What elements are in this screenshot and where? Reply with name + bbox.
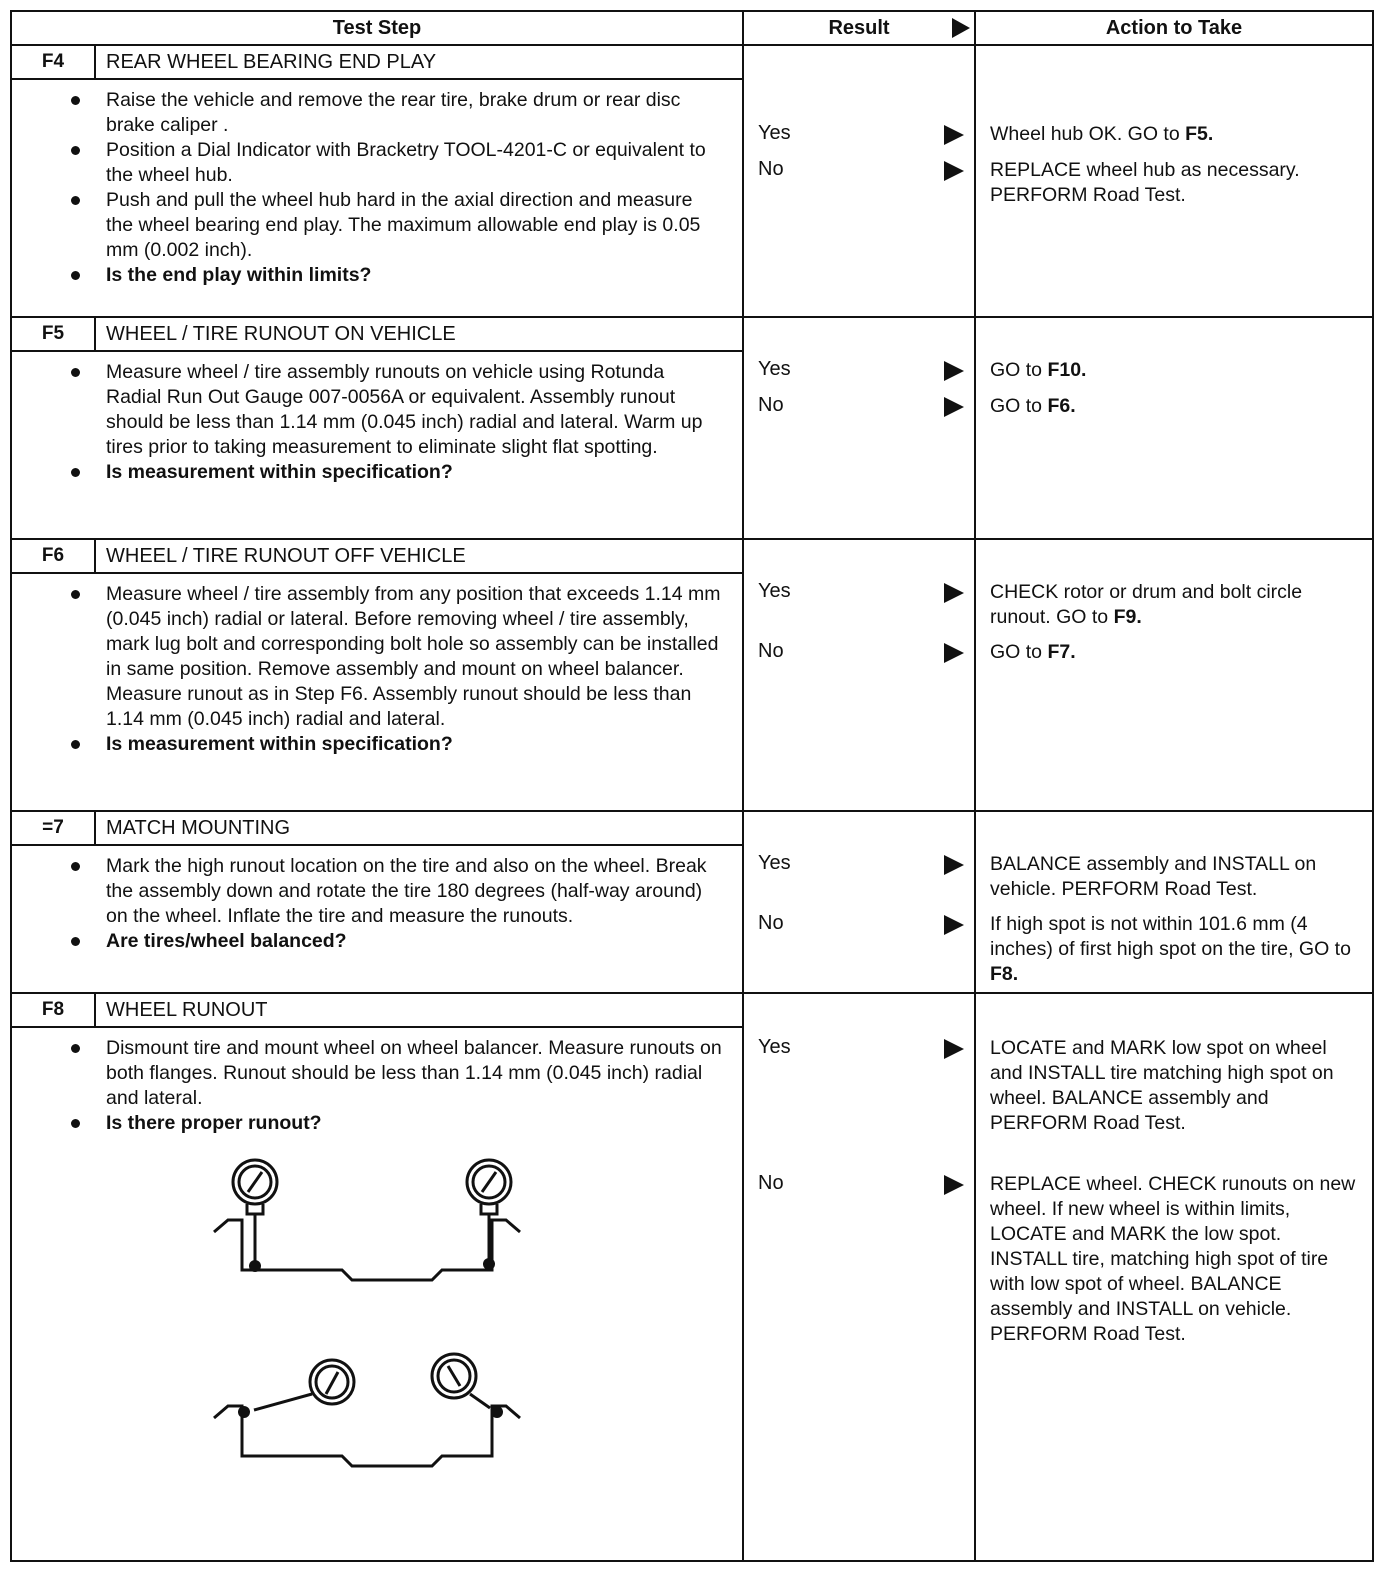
result-label: Yes: [758, 852, 791, 874]
arrow-icon: [944, 583, 964, 603]
step-bullets: [12, 574, 742, 763]
action-text: Wheel hub OK. GO to: [990, 123, 1186, 145]
result-cell: [743, 317, 975, 539]
result-no: [758, 912, 966, 935]
step-bullets: [12, 80, 742, 294]
action-text: CHECK rotor or drum and bolt circle runout. GO to: [990, 581, 1303, 628]
action-no: [990, 640, 1360, 665]
result-yes: [758, 1036, 966, 1059]
arrow-icon: [944, 1175, 964, 1195]
result-yes: [758, 122, 966, 145]
result-label: No: [758, 912, 784, 934]
diagnostic-table: [10, 10, 1374, 1562]
result-label: No: [758, 640, 784, 662]
action-yes: [990, 358, 1360, 383]
result-cell: [743, 993, 975, 1561]
arrow-icon: [944, 361, 964, 381]
action-yes: [990, 1036, 1360, 1136]
step-title: WHEEL / TIRE RUNOUT ON VEHICLE: [106, 322, 456, 345]
result-cell: [743, 539, 975, 811]
step-question: Are tires/wheel balanced?: [106, 929, 722, 954]
step-ref: F6.: [1047, 395, 1076, 417]
result-no: [758, 158, 966, 181]
arrow-icon: [944, 915, 964, 935]
bullet-item: Mark the high runout location on the tire and also on the wheel. Break the assembly down and rotate the tire 180 degrees (half-way around) on the wheel. Inflate the tire and measure the runouts.: [106, 854, 722, 929]
result-label: No: [758, 394, 784, 416]
arrow-icon: [944, 397, 964, 417]
action-yes: [990, 122, 1360, 147]
step-ref: F7.: [1047, 641, 1076, 663]
step-id: F4: [12, 46, 96, 78]
action-text: LOCATE and MARK low spot on wheel and INSTALL tire matching high spot on wheel. BALANCE assembly and PERFORM Road Test.: [990, 1037, 1334, 1134]
step-question: Is the end play within limits?: [106, 263, 722, 288]
step-bullets: [12, 846, 742, 960]
result-cell: [743, 45, 975, 317]
step-question: Is measurement within specification?: [106, 460, 722, 485]
bullet-item: Raise the vehicle and remove the rear tire, brake drum or rear disc brake caliper .: [106, 88, 722, 138]
action-text: If high spot is not within 101.6 mm (4 inches) of first high spot on the tire, GO to: [990, 913, 1351, 960]
step-title: REAR WHEEL BEARING END PLAY: [106, 50, 437, 73]
action-no: [990, 912, 1360, 987]
result-label: Yes: [758, 358, 791, 380]
arrow-icon: [944, 855, 964, 875]
result-no: [758, 640, 966, 663]
header-result-label: Result: [828, 16, 890, 39]
result-cell: [743, 811, 975, 993]
test-step-cell: [11, 45, 743, 317]
arrow-icon: [944, 643, 964, 663]
action-cell: [975, 317, 1373, 539]
step-question: Is measurement within specification?: [106, 732, 722, 757]
arrow-icon: [944, 161, 964, 181]
action-cell: [975, 539, 1373, 811]
arrow-icon: [952, 18, 970, 38]
table-header-row: [11, 11, 1373, 45]
arrow-icon: [944, 1039, 964, 1059]
result-yes: [758, 580, 966, 603]
step-id: F5: [12, 318, 96, 350]
step-id: F8: [12, 994, 96, 1026]
result-label: No: [758, 158, 784, 180]
action-text: GO to: [990, 641, 1048, 663]
header-test-step: Test Step: [11, 11, 743, 45]
step-id: =7: [12, 812, 96, 844]
radial-runout-illustration: [192, 1142, 552, 1292]
result-label: Yes: [758, 122, 791, 144]
header-result: [743, 11, 975, 45]
test-step-cell: [11, 811, 743, 993]
action-yes: [990, 580, 1360, 630]
action-cell: [975, 811, 1373, 993]
step-ref: F8.: [990, 963, 1019, 985]
bullet-item: Measure wheel / tire assembly runouts on vehicle using Rotunda Radial Run Out Gauge 007-0056A or equivalent. Assembly runout should be less than 1.14 mm (0.045 inch) radial and lateral. Warm up tires prior to taking measurement to eliminate slight flat spotting.: [106, 360, 722, 460]
step-ref: F9.: [1113, 606, 1142, 628]
action-text: BALANCE assembly and INSTALL on vehicle. PERFORM Road Test.: [990, 853, 1317, 900]
step-row-f5: [11, 317, 1373, 539]
arrow-icon: [944, 125, 964, 145]
step-row-f7: [11, 811, 1373, 993]
action-text: REPLACE wheel hub as necessary. PERFORM Road Test.: [990, 159, 1300, 206]
test-step-cell: [11, 539, 743, 811]
bullet-item: Dismount tire and mount wheel on wheel balancer. Measure runouts on both flanges. Runout should be less than 1.14 mm (0.045 inch) radial and lateral.: [106, 1037, 722, 1109]
lateral-runout-illustration: [192, 1352, 552, 1502]
step-row-f4: [11, 45, 1373, 317]
result-label: No: [758, 1172, 784, 1194]
procedure-page: [10, 10, 1372, 1562]
step-title: WHEEL RUNOUT: [106, 998, 268, 1021]
step-row-f6: [11, 539, 1373, 811]
bullet-item: Position a Dial Indicator with Bracketry TOOL-4201-C or equivalent to the wheel hub.: [106, 138, 722, 188]
step-bullets: [12, 352, 742, 491]
result-yes: [758, 852, 966, 875]
step-ref: F10.: [1047, 359, 1087, 381]
bullet-item: Push and pull the wheel hub hard in the axial direction and measure the wheel bearing end play. The maximum allowable end play is 0.05 mm (0.002 inch).: [106, 188, 722, 263]
result-yes: [758, 358, 966, 381]
result-label: Yes: [758, 580, 791, 602]
step-question: Is there proper runout?: [106, 1111, 722, 1136]
action-text: GO to: [990, 395, 1048, 417]
action-no: [990, 394, 1360, 419]
action-text: GO to: [990, 359, 1048, 381]
result-label: Yes: [758, 1036, 791, 1058]
step-row-f8: [11, 993, 1373, 1561]
header-action: Action to Take: [975, 11, 1373, 45]
step-ref: F5.: [1185, 123, 1214, 145]
result-no: [758, 394, 966, 417]
action-yes: [990, 852, 1360, 902]
step-title: WHEEL / TIRE RUNOUT OFF VEHICLE: [106, 544, 466, 567]
action-cell: [975, 45, 1373, 317]
test-step-cell: [11, 993, 743, 1561]
action-no: [990, 1172, 1360, 1347]
step-bullets: [12, 1028, 742, 1142]
action-no: [990, 158, 1360, 208]
step-title: MATCH MOUNTING: [106, 816, 291, 839]
step-id: F6: [12, 540, 96, 572]
bullet-item: Measure wheel / tire assembly from any position that exceeds 1.14 mm (0.045 inch) radial or lateral. Before removing wheel / tire assembly, mark lug bolt and corresponding bolt hole so assembly can be installed in same position. Remove assembly and mount on wheel balancer. Measure runout as in Step F6. Assembly runout should be less than 1.14 mm (0.045 inch) radial and lateral.: [106, 583, 721, 730]
action-text: REPLACE wheel. CHECK runouts on new wheel. If new wheel is within limits, LOCATE and MARK the low spot. INSTALL tire, matching high spot of tire with low spot of wheel. BALANCE assembly and INSTALL on vehicle. PERFORM Road Test.: [990, 1173, 1356, 1345]
test-step-cell: [11, 317, 743, 539]
result-no: [758, 1172, 966, 1195]
action-cell: [975, 993, 1373, 1561]
